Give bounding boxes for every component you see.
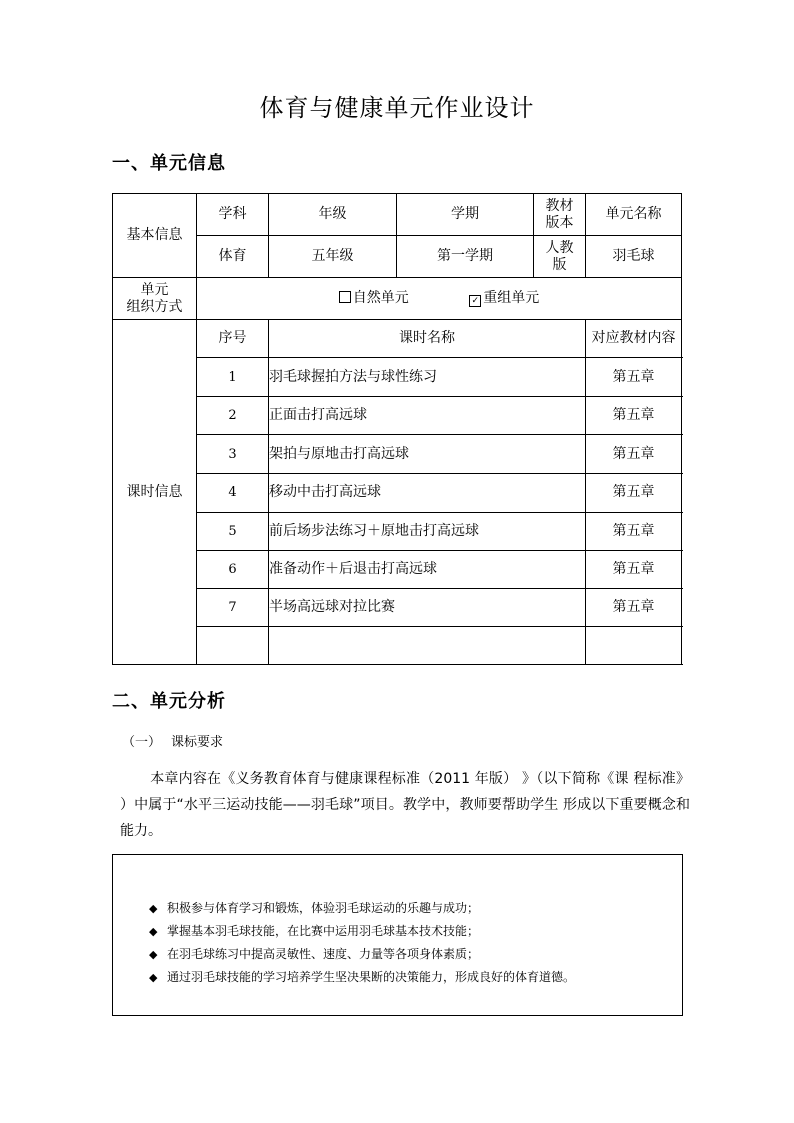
lesson-no: 1	[197, 358, 269, 397]
subsection-number: （一）	[122, 735, 162, 750]
lesson-content: 第五章	[586, 588, 682, 626]
lesson-content: 第五章	[586, 397, 682, 435]
value-unit-name: 羽毛球	[586, 236, 682, 278]
diamond-bullet-icon: ◆	[149, 971, 158, 984]
list-item	[149, 920, 575, 943]
unchecked-box-icon[interactable]	[339, 291, 351, 303]
lesson-content: 第五章	[586, 512, 682, 550]
diamond-bullet-icon: ◆	[149, 925, 158, 938]
lesson-header-no: 序号	[197, 320, 269, 358]
section-heading-unit-analysis: 二、单元分析	[112, 691, 226, 712]
subsection-heading	[122, 731, 233, 750]
option-regrouped-unit-label: 重组单元	[483, 290, 540, 307]
lesson-content: 第五章	[586, 550, 682, 588]
lesson-no	[197, 626, 269, 664]
lesson-no: 7	[197, 588, 269, 626]
lesson-row	[113, 550, 682, 588]
value-grade: 五年级	[269, 236, 397, 278]
objectives-box	[112, 854, 683, 1016]
lesson-content	[586, 626, 682, 664]
curriculum-paragraph-text: 本章内容在《义务教育体育与健康课程标准（2011 年版） 》（以下简称《课 程标准》 ）中属于“水平三运动技能——羽毛球”项目。教学中，教师要帮助学生 形成以下重要概念和能力。	[120, 771, 690, 839]
curriculum-paragraph	[120, 766, 690, 844]
org-method-label: 单元 组织方式	[113, 278, 197, 320]
lesson-name	[269, 626, 586, 664]
lesson-row	[113, 435, 682, 473]
lesson-name: 前后场步法练习＋原地击打高远球	[269, 512, 586, 550]
lesson-no: 6	[197, 550, 269, 588]
section-heading-unit-info: 一、单元信息	[112, 153, 226, 174]
lesson-no: 3	[197, 435, 269, 473]
subsection-label: 课标要求	[171, 735, 224, 750]
list-item	[149, 897, 575, 920]
value-textbook-version: 人教 版	[534, 236, 586, 278]
diamond-bullet-icon: ◆	[149, 902, 158, 915]
list-item	[149, 966, 575, 989]
basic-info-label: 基本信息	[113, 194, 197, 278]
lesson-row	[113, 588, 682, 626]
header-textbook-version: 教材 版本	[534, 194, 586, 236]
lesson-row-empty	[113, 626, 682, 664]
header-term: 学期	[397, 194, 534, 236]
lesson-row	[113, 397, 682, 435]
org-method-options	[197, 278, 682, 320]
value-subject: 体育	[197, 236, 269, 278]
lesson-content: 第五章	[586, 473, 682, 512]
lesson-no: 5	[197, 512, 269, 550]
lesson-no: 2	[197, 397, 269, 435]
option-natural-unit-label: 自然单元	[352, 290, 409, 307]
lesson-no: 4	[197, 473, 269, 512]
lesson-row	[113, 512, 682, 550]
option-regrouped-unit[interactable]	[469, 290, 539, 307]
lesson-name: 半场高远球对拉比赛	[269, 588, 586, 626]
list-item-text: 在羽毛球练习中提高灵敏性、速度、力量等各项身体素质；	[167, 947, 480, 961]
diamond-bullet-icon: ◆	[149, 948, 158, 961]
lesson-info-label: 课时信息	[113, 320, 197, 665]
lesson-row	[113, 358, 682, 397]
lesson-header-content: 对应教材内容	[586, 320, 682, 358]
list-item	[149, 943, 575, 966]
checked-box-icon[interactable]: ✓	[469, 295, 481, 307]
header-grade: 年级	[269, 194, 397, 236]
list-item-text: 积极参与体育学习和锻炼，体验羽毛球运动的乐趣与成功；	[167, 901, 480, 915]
header-unit-name: 单元名称	[586, 194, 682, 236]
objectives-list	[149, 897, 575, 989]
list-item-text: 通过羽毛球技能的学习培养学生坚决果断的决策能力，形成良好的体育道德。	[167, 970, 576, 984]
lesson-content: 第五章	[586, 358, 682, 397]
lesson-name: 准备动作＋后退击打高远球	[269, 550, 586, 588]
document-title: 体育与健康单元作业设计	[259, 94, 535, 122]
header-subject: 学科	[197, 194, 269, 236]
option-natural-unit[interactable]	[339, 290, 409, 307]
lesson-header-name: 课时名称	[269, 320, 586, 358]
lesson-content: 第五章	[586, 435, 682, 473]
unit-info-table	[112, 193, 682, 665]
lesson-name: 羽毛球握拍方法与球性练习	[269, 358, 586, 397]
lesson-name: 正面击打高远球	[269, 397, 586, 435]
list-item-text: 掌握基本羽毛球技能，在比赛中运用羽毛球基本技术技能；	[167, 924, 480, 938]
lesson-row	[113, 473, 682, 512]
lesson-name: 移动中击打高远球	[269, 473, 586, 512]
value-term: 第一学期	[397, 236, 534, 278]
lesson-name: 架拍与原地击打高远球	[269, 435, 586, 473]
